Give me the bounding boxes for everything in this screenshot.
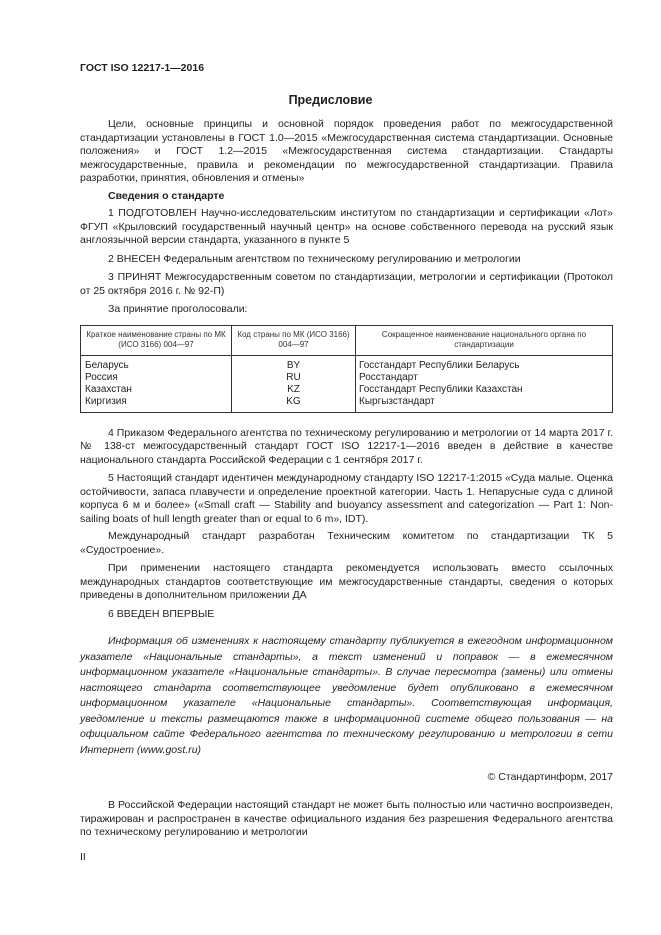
document-code-header: ГОСТ ISO 12217-1—2016: [80, 62, 205, 74]
page-number: II: [80, 851, 86, 863]
code-cell: RU: [232, 372, 356, 384]
item-5-paragraph: 5 Настоящий стандарт идентичен международному стандарту ISO 12217-1:2015 «Суда малые. Оценка остойчивости, запаса плавучести и определение проектной категории. Часть 1. Непарусные суда с длиной корпуса 6 м и более» («Small craft — Stability and buoyancy assessment and categorization — Part 1: Non-sailing boats of hull length greater than or equal to 6 m», IDT).: [80, 472, 613, 525]
code-cell: KZ: [232, 384, 356, 396]
vote-intro: За принятие проголосовали:: [108, 303, 248, 315]
intro-paragraph: Цели, основные принципы и основной порядок проведения работ по межгосударственной стандартизации установлены в ГОСТ 1.0—2015 «Межгосударственная система стандартизации. Основные положения» и ГОСТ 1.2—2015 «Межгосударственная система стандартизации. Стандарты межгосударственные, правила и рекомендации по межгосударственной стандартизации. Правила разработки, принятия, обновления и отмены»: [80, 118, 613, 184]
country-cell: Казахстан: [81, 384, 232, 396]
foreword-body: [80, 118, 613, 625]
voting-table: [80, 325, 613, 413]
page-title: Предисловие: [288, 93, 373, 107]
body-cell: Госстандарт Республики Беларусь: [356, 355, 613, 372]
code-cell: BY: [232, 355, 356, 372]
country-cell: Киргизия: [81, 396, 232, 413]
table-row: [81, 355, 613, 372]
section-subtitle: Сведения о стандарте: [108, 189, 225, 202]
body-cell: Росстандарт: [356, 372, 613, 384]
table-row: [81, 396, 613, 413]
item-1-paragraph: 1 ПОДГОТОВЛЕН Научно-исследовательским институтом по стандартизации и сертификации «Лот» ФГУП «Крыловский государственный научный центр» на основе собственного перевода на русский язык англоязычной версии стандарта, указанного в пункте 5: [80, 207, 613, 246]
table-header-row: [81, 325, 613, 355]
copyright: © Стандартинформ, 2017: [487, 771, 613, 783]
table-header-country: Краткое наименование страны по МК (ИСО 3166) 004—97: [81, 325, 232, 355]
table-header-body: Сокращенное наименование национального органа по стандартизации: [356, 325, 613, 355]
body-cell: Госстандарт Республики Казахстан: [356, 384, 613, 396]
code-cell: KG: [232, 396, 356, 413]
table-row: [81, 372, 613, 384]
item-3-paragraph: 3 ПРИНЯТ Межгосударственным советом по стандартизации, метрологии и сертификации (Протокол от 25 октября 2016 г. № 92-П): [80, 271, 613, 297]
body-cell: Кыргызстандарт: [356, 396, 613, 413]
reproduction-notice-text: В Российской Федерации настоящий стандарт не может быть полностью или частично воспроизведен, тиражирован и распространен в качестве официального издания без разрешения Федерального агентства по техническому регулированию и метрологии: [80, 799, 613, 838]
item-6-paragraph: 6 ВВЕДЕН ВПЕРВЫЕ: [108, 607, 215, 620]
country-cell: Беларусь: [81, 355, 232, 372]
item-5-committee-paragraph: Международный стандарт разработан Техническим комитетом по стандартизации ТК 5 «Судостроение».: [80, 530, 613, 556]
changes-info-block: [80, 634, 613, 758]
item-4-paragraph: 4 Приказом Федерального агентства по техническому регулированию и метрологии от 14 марта 2017 г. № 138-ст межгосударственный стандарт ГОСТ ISO 12217-1—2016 введен в действие в качестве национального стандарта Российской Федерации с 1 сентября 2017 г.: [80, 426, 613, 466]
item-2-paragraph: 2 ВНЕСЕН Федеральным агентством по техническому регулированию и метрологии: [108, 252, 521, 265]
reproduction-notice: [80, 799, 613, 840]
changes-info-text: Информация об изменениях к настоящему стандарту публикуется в ежегодном информационном указателе «Национальные стандарты», а текст изменений и поправок — в ежемесячном информационном указателе «Национальные стандарты». В случае пересмотра (замены) или отмены настоящего стандарта соответствующее уведомление будет опубликовано в ежемесячном информационном указателе «Национальные стандарты». Соответствующая информация, уведомление и тексты размещаются также в информационной системе общего пользования — на официальном сайте Федерального агентства по техническому регулированию и метрологии в сети Интернет (www.gost.ru): [80, 635, 613, 756]
table-row: [81, 384, 613, 396]
item-5-usage-paragraph: При применении настоящего стандарта рекомендуется использовать вместо ссылочных международных стандартов соответствующие им межгосударственные стандарты, сведения о которых приведены в дополнительном приложении ДА: [80, 562, 613, 601]
table-header-code: Код страны по МК (ИСО 3166) 004—97: [232, 325, 356, 355]
country-cell: Россия: [81, 372, 232, 384]
